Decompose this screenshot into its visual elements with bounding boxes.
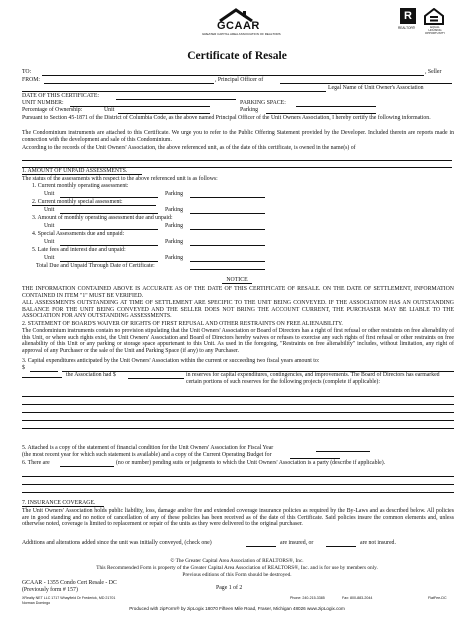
pct-parking-label: Parking [240,107,259,113]
suits-line-2[interactable] [22,484,454,485]
to-field[interactable] [42,75,424,76]
not-insured-checkbox[interactable] [326,546,356,547]
pct-unit-label: Unit [104,107,115,113]
footer-form-name: GCAAR - 1355 Condo Cert Resale - DC [22,580,117,586]
item1-unit-field[interactable] [60,197,158,198]
section1-status: The status of the assessments with respect to the above referenced unit is as follows: [22,176,218,182]
assessment-item-3: 3. Amount of monthly operating assessment due and unpaid: [32,215,173,221]
insured-checkbox[interactable] [246,546,276,547]
pct-unit-field[interactable] [118,113,210,114]
footer-copyright: © The Greater Capital Area Association of REALTORS®, Inc. [170,558,304,564]
footer-xrealty: XRealty NET LLC 1717 Whayfield Dr Frederick, MD 21701 [22,596,116,600]
intro-paragraph-3: According to the records of the Unit Owners' Association, the above referenced unit, as of the date of this certificate, is owned in the name(s) of [22,145,356,151]
legal-name-line[interactable] [22,91,326,92]
item5-unit-label: Unit [44,255,55,261]
logo-text: GCAAR [217,20,260,32]
item5-parking-label: Parking [165,255,184,261]
item2-unit-label: Unit [44,207,55,213]
total-due-field[interactable] [190,269,265,270]
item4-unit-label: Unit [44,239,55,245]
legal-name-label: Legal Name of Unit Owner's Association [328,85,424,91]
projects-line-4[interactable] [22,420,454,421]
projects-line-2[interactable] [22,404,454,405]
pct-parking-field[interactable] [266,113,376,114]
item2-underline [32,205,156,206]
footer-agent: Norman Domingo [22,601,51,605]
section3-text: 3. Capital expenditures anticipated by the Unit Owners' Association within the current or succeeding two fiscal years amount to: [22,358,320,364]
logo-subtitle: GREATER CAPITAL AREA ASSOCIATION OF REALTORS [202,32,281,36]
section4-start [22,372,62,381]
principal-officer-label: , Principal Officer of [215,77,264,83]
projects-line-5[interactable] [22,428,454,429]
item3-unit-field[interactable] [60,229,158,230]
page-title: Certificate of Resale [187,50,287,62]
to-label: TO: [22,69,32,75]
footer-fax: Fax: 800-883-2044 [342,596,373,600]
footer-previous: Previous editions of this Form should be destroyed. [182,572,292,578]
projects-line-3[interactable] [22,412,454,413]
owner-names-line-1[interactable] [22,160,452,161]
suits-line-1[interactable] [22,476,454,477]
unit-number-label: UNIT NUMBER: [22,100,64,106]
item5-unit-field[interactable] [60,261,158,262]
notice-underline [222,283,252,284]
parking-space-label: PARKING SPACE: [240,100,286,106]
intro-paragraph-2: The Condominium instruments are attached to this Certificate. We urge you to refer to the Public Offering Statement provided by the Developer. Included therein are reports made in connection with the development and sale of this Condominium. [22,130,454,143]
footer-recommended: This Recommended Form is property of the Greater Capital Area Association of REALTORS®, Inc. and is for use by members only. [96,565,378,571]
assessment-item-2: 2. Current monthly special assessment: [32,199,123,205]
item1-parking-field[interactable] [190,197,265,198]
additions-text: Additions and alterations added since the unit was initially conveyed, (check one) [22,540,212,546]
from-field[interactable] [44,83,214,84]
pct-ownership-label: Percentage of Ownership: [22,107,83,113]
section5-text: 5. Attached is a copy of the statement of financial condition for the Unit Owners' Association for Fiscal Year [22,445,274,451]
item4-parking-label: Parking [165,239,184,245]
reserves-amount-field[interactable] [128,378,184,379]
suits-line-3[interactable] [22,492,454,493]
item3-parking-label: Parking [165,223,184,229]
association-field[interactable] [280,83,452,84]
item1-parking-label: Parking [165,191,184,197]
section4-blank[interactable] [22,372,62,378]
budget-year-field[interactable] [290,458,340,459]
assessment-item-4: 4. Special Assessments due and unpaid: [32,231,125,237]
section7-heading: 7. INSURANCE COVERAGE. [22,500,96,506]
section2-heading: 2. STATEMENT OF BOARD'S WAIVER OF RIGHTS OF FIRST REFUSAL AND OTHER RESTRAINTS ON FREE ALIENABILITY. [22,321,343,327]
section1-heading: 1. AMOUNT OF UNPAID ASSESSMENTS. [22,168,128,174]
section6-text-a: 6. There are [22,460,50,466]
item1-unit-label: Unit [44,191,55,197]
date-label: DATE OF THIS CERTIFICATE: [22,93,100,99]
item2-parking-label: Parking [165,207,184,213]
equal-housing-logo [424,8,446,36]
item4-parking-field[interactable] [190,245,265,246]
realtor-logo: R REALTOR® [398,10,416,30]
item4-unit-field[interactable] [60,245,158,246]
section3-dollar: $ [22,365,25,371]
eho-label: EQUAL HOUSING OPPORTUNITY [424,25,446,36]
item3-parking-field[interactable] [190,229,265,230]
reserves-text: in reserves for capital expenditures, contingencies, and improvements. The Board of Directors has earmarked certain portions of such reserves for the following projects (complete if applicable): [186,372,440,385]
item2-parking-field[interactable] [190,213,265,214]
footer-zipform: Produced with zipForm® by zipLogix 18070 Fifteen Mile Road, Fraser, Michigan 48026 www.zipLogix.com [129,606,345,611]
seller-label: , Seller [425,69,442,75]
realtor-label: REALTOR® [398,26,416,30]
from-label: FROM: [22,77,41,83]
item3-unit-label: Unit [44,223,55,229]
not-insured-label: are not insured. [360,540,396,546]
assessment-item-5: 5. Late fees and interest due and unpaid: [32,247,126,253]
notice-paragraph-2: ALL ASSESSMENTS OUTSTANDING AT TIME OF SETTLEMENT ARE SPECIFIC TO THE UNIT BEING CONVEYED. IF THE ASSOCIATION HAS AN OUTSTANDING BALANCE FOR THE UNIT BEING CONVEYED AND THE SELLER DOES NOT BRING THE ACCOUNT CURRENT, THE PURCHASER MAY BE LIABLE TO THE ASSOCIATION FOR ANY OUTSTANDING ASSESSMENTS. [22,300,454,320]
projects-line-1[interactable] [22,396,454,397]
notice-heading: NOTICE [226,277,248,283]
insured-label: are insured, or [280,540,314,546]
unit-number-field[interactable] [70,106,210,107]
assessment-item-1: 1. Current monthly operating assessment: [32,183,129,189]
section1-heading-underline [22,174,142,175]
gcaar-logo [180,8,292,38]
pending-suits-field[interactable] [60,466,114,467]
footer-prev-form: (Previously form # 157) [22,587,78,593]
assoc-had-label: the Association had $ [66,372,116,378]
footer-page: Page 1 of 2 [216,585,243,591]
item5-parking-field[interactable] [190,261,265,262]
notice-paragraph-1: THE INFORMATION CONTAINED ABOVE IS ACCURATE AS OF THE DATE OF THIS CERTIFICATE OF RESALE. ON THE DATE OF SETTLEMENT, INFORMATION CONTAINED IN ITEM "1" MUST BE VERIFIED. [22,286,454,299]
total-due-label: Total Due and Unpaid Through Date of Certificate: [36,263,155,269]
item2-unit-field[interactable] [60,213,158,214]
date-field[interactable] [116,99,236,100]
equal-housing-icon [424,8,444,25]
section7-underline [22,506,104,507]
section6-text-b: (no or number) pending suits or judgments to which the Unit Owners' Association is a party (describe if applicable). [116,460,386,466]
section2-body: The Condominium instruments contain no provision stipulating that the Unit Owners' Association or Board of Directors has a right of first refusal or other restraints on free alienability of this Unit, or where such rights exist, the Unit Owners' Association and Board of Directors hereby waives or refuses to exercise any such rights of first refusal or other restraints on free alienability of this Unit or any parking or storage space appurtenant to this Unit. As used in the foregoing, "Restraints on free alienability" includes, without limitation, any right of approval of any Purchaser or the sale of the Unit and Parking Space (if any) to any Purchaser. [22,328,454,354]
section7-body: The Unit Owners' Association holds public liability, loss, damage and/or fire and extended coverage insurance policies as required by the By-Laws and as described below. All policies are in good standing and no notice of cancellation of any of these policies has been received as of the date of this Certificate. Said policies insure the common elements and, unless otherwise noted, coverage is limited to replacement or repair of the units as they were delivered to the original purchaser. [22,508,454,528]
parking-space-field[interactable] [296,106,376,107]
intro-paragraph-1: Pursuant to Section 45-1871 of the District of Columbia Code, as the above named Principal Officer of the Unit Owners Association, I hereby certify the following information. [22,115,431,121]
footer-file: FlatFee-DC [428,596,447,600]
footer-phone: Phone: 240-215-3385 [290,596,325,600]
section5-text-b: (the most recent year for which such statement is available) and a copy of the Current Operating Budget for [22,452,272,458]
